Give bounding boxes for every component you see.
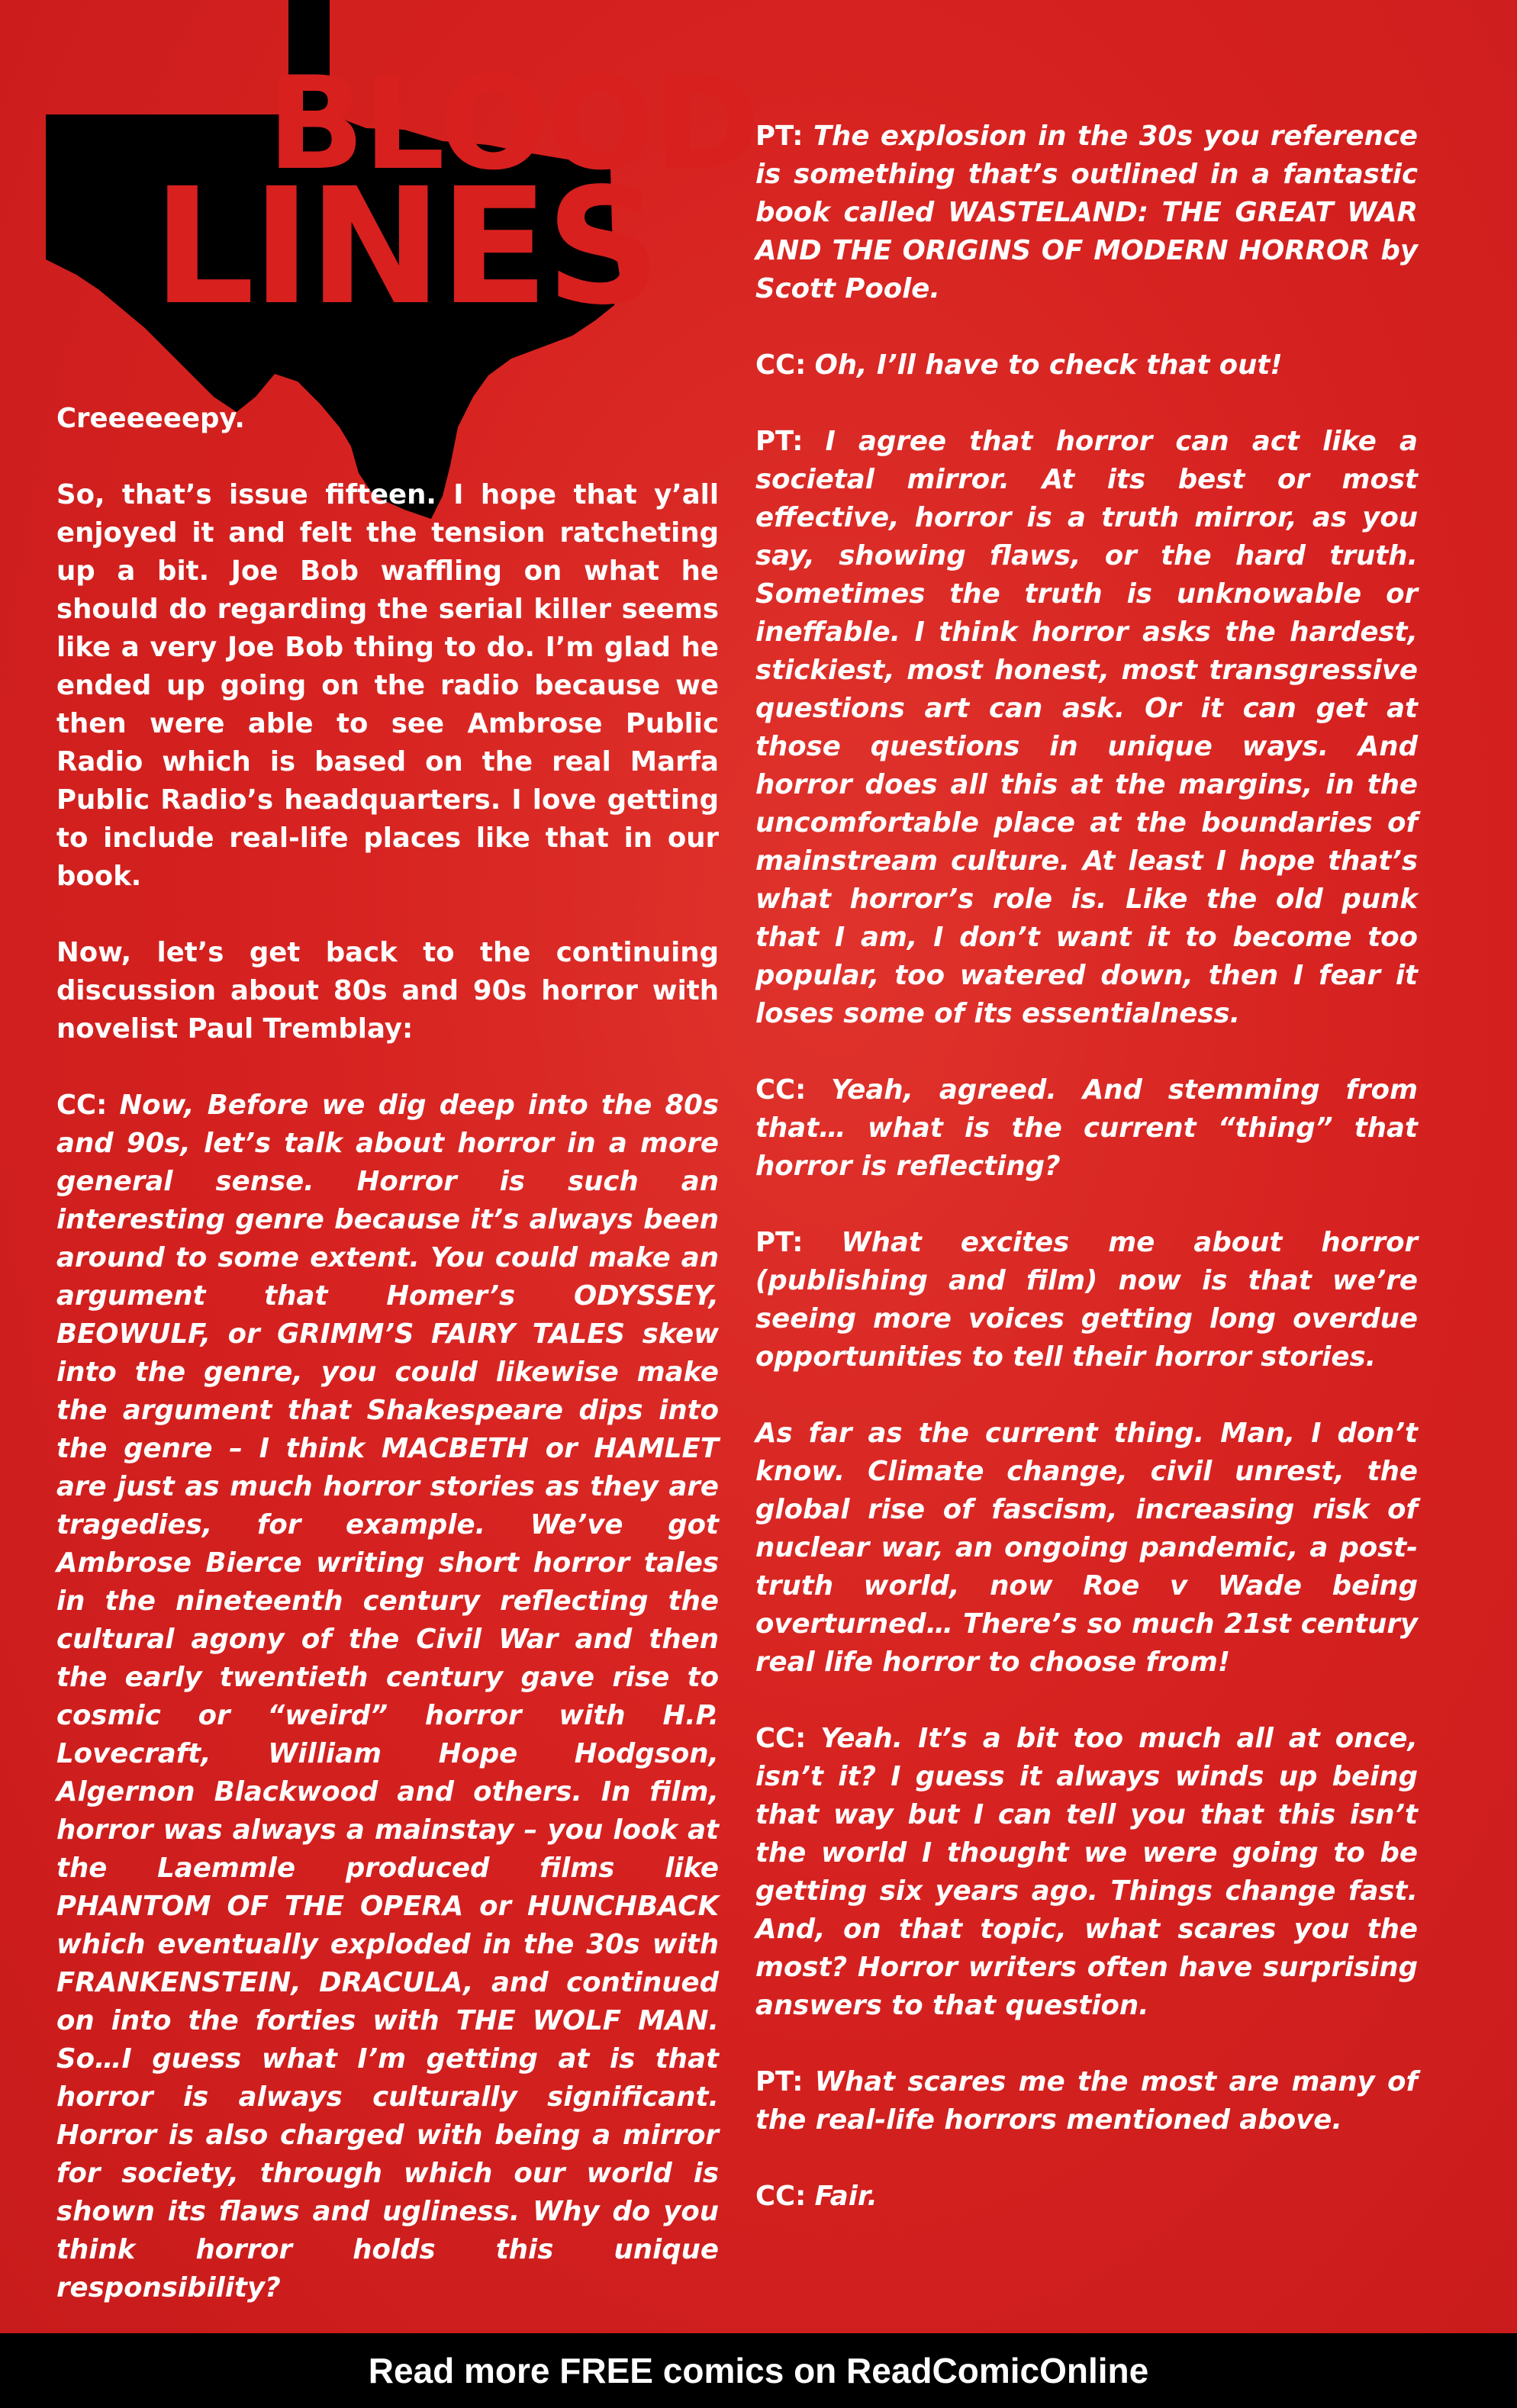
closing-text: Fair. (814, 2181, 878, 2212)
answer-text: What scares me the most are many of the real-life horrors mentioned above. (755, 2066, 1418, 2136)
speaker-label: CC: (755, 349, 807, 381)
speaker-label: PT: (755, 121, 804, 152)
answer-text: The explosion in the 30s you reference is something that’s outlined in a fantastic book called WASTELAND: THE GREAT WAR AND THE ORIGINS OF MODERN HORROR by Scott Poole. (755, 121, 1418, 304)
closing-paragraph (755, 2178, 1418, 2216)
answer-text: As far as the current thing. Man, I don’t know. Climate change, civil unrest, the global rise of fascism, increasing risk of nuclear war, an ongoing pandemic, a post-truth world, now Roe v Wade being overturned… There’s so much 21st century real life horror to choose from! (755, 1418, 1418, 1678)
intro-paragraph: Creeeeeepy. (56, 403, 245, 434)
speaker-label: CC: (56, 1090, 108, 1121)
speaker-label: PT: (755, 2066, 804, 2097)
question-paragraph (755, 1071, 1418, 1186)
answer-paragraph (755, 1224, 1418, 1376)
answer-paragraph (755, 2063, 1418, 2139)
issue-paragraph: So, that’s issue fifteen. I hope that y’all enjoyed it and felt the tension ratcheting up a bit. Joe Bob waffling on what he should do regarding the serial killer seems like a very Joe Bob thing to do. I’m glad he ended up going on the radio because we then were able to see Ambrose Public Radio which is based on the real Marfa Public Radio’s headquarters. I love getting to include real-life places like that in our book. (56, 479, 719, 892)
speaker-label: CC: (755, 1074, 807, 1106)
answer-paragraph (755, 118, 1418, 308)
reply-text: Oh, I’ll have to check that out! (814, 349, 1283, 381)
answer-continued-paragraph (755, 1415, 1418, 1682)
masthead-lines: LINES (153, 153, 659, 341)
footer-link[interactable]: Read more FREE comics on ReadComicOnline (368, 2351, 1149, 2390)
reply-paragraph (755, 346, 1418, 385)
masthead-blood: BLOOD (267, 49, 759, 198)
question-text: Yeah. It’s a bit too much all at once, isn’t it? I guess it always winds up being that way but I can tell you that this isn’t the world I thought we were going to be getting six years ago. Things change fast. And, on that topic, what scares you the most? Horror writers often have surprising answers to that question. (755, 1723, 1418, 2021)
speaker-label: PT: (755, 426, 804, 457)
left-column (56, 400, 719, 2333)
right-column (755, 118, 1418, 2254)
question-paragraph (755, 1720, 1418, 2025)
question-paragraph (56, 1086, 719, 2307)
speaker-label: CC: (755, 1723, 807, 1754)
answer-text: I agree that horror can act like a societal mirror. At its best or most effective, horror is a truth mirror, as you say, showing flaws, or the hard truth. Sometimes the truth is unknowable or ineffable. I think horror asks the hardest, stickiest, most honest, most transgressive questions art can ask. Or it can get at those questions in unique ways. And horror does all this at the margins, in the uncomfortable place at the boundaries of mainstream culture. At least I hope that’s what horror’s role is. Like the old punk that I am, I don’t want it to become too popular, too watered down, then I fear it loses some of its essentialness. (755, 426, 1418, 1029)
transition-paragraph: Now, let’s get back to the continuing discussion about 80s and 90s horror with novelist Paul Tremblay: (56, 937, 719, 1045)
answer-paragraph (755, 423, 1418, 1033)
speaker-label: CC: (755, 2181, 807, 2212)
speaker-label: PT: (755, 1227, 804, 1258)
question-text: Now, Before we dig deep into the 80s and 90s, let’s talk about horror in a more general sense. Horror is such an interesting genre because it’s always been around to some extent. You could make an argument that Homer’s ODYSSEY, BEOWULF, or GRIMM’S FAIRY TALES skew into the genre, you could likewise make the argument that Shakespeare dips into the genre – I think MACBETH or HAMLET are just as much horror stories as they are tragedies, for example. We’ve got Ambrose Bierce writing short horror tales in the nineteenth century reflecting the cultural agony of the Civil War and then the early twentieth century gave rise to cosmic or “weird” horror with H.P. Lovecraft, William Hope Hodgson, Algernon Blackwood and others. In film, horror was always a mainstay – you look at the Laemmle produced films like PHANTOM OF THE OPERA or HUNCHBACK which eventually exploded in the 30s with FRANKENSTEIN, DRACULA, and continued on into the forties with THE WOLF MAN. So…I guess what I’m getting at is that horror is always culturally significant. Horror is also charged with being a mirror for society, through which our world is shown its flaws and ugliness. Why do you think horror holds this unique responsibility? (56, 1090, 719, 2303)
answer-text: What excites me about horror (publishing and film) now is that we’re seeing more voices getting long overdue opportunities to tell their horror stories. (755, 1227, 1418, 1373)
question-text: Yeah, agreed. And stemming from that… what is the current “thing” that horror is reflecting? (755, 1074, 1418, 1182)
footer-banner[interactable] (0, 2333, 1517, 2408)
masthead-title (153, 49, 759, 341)
